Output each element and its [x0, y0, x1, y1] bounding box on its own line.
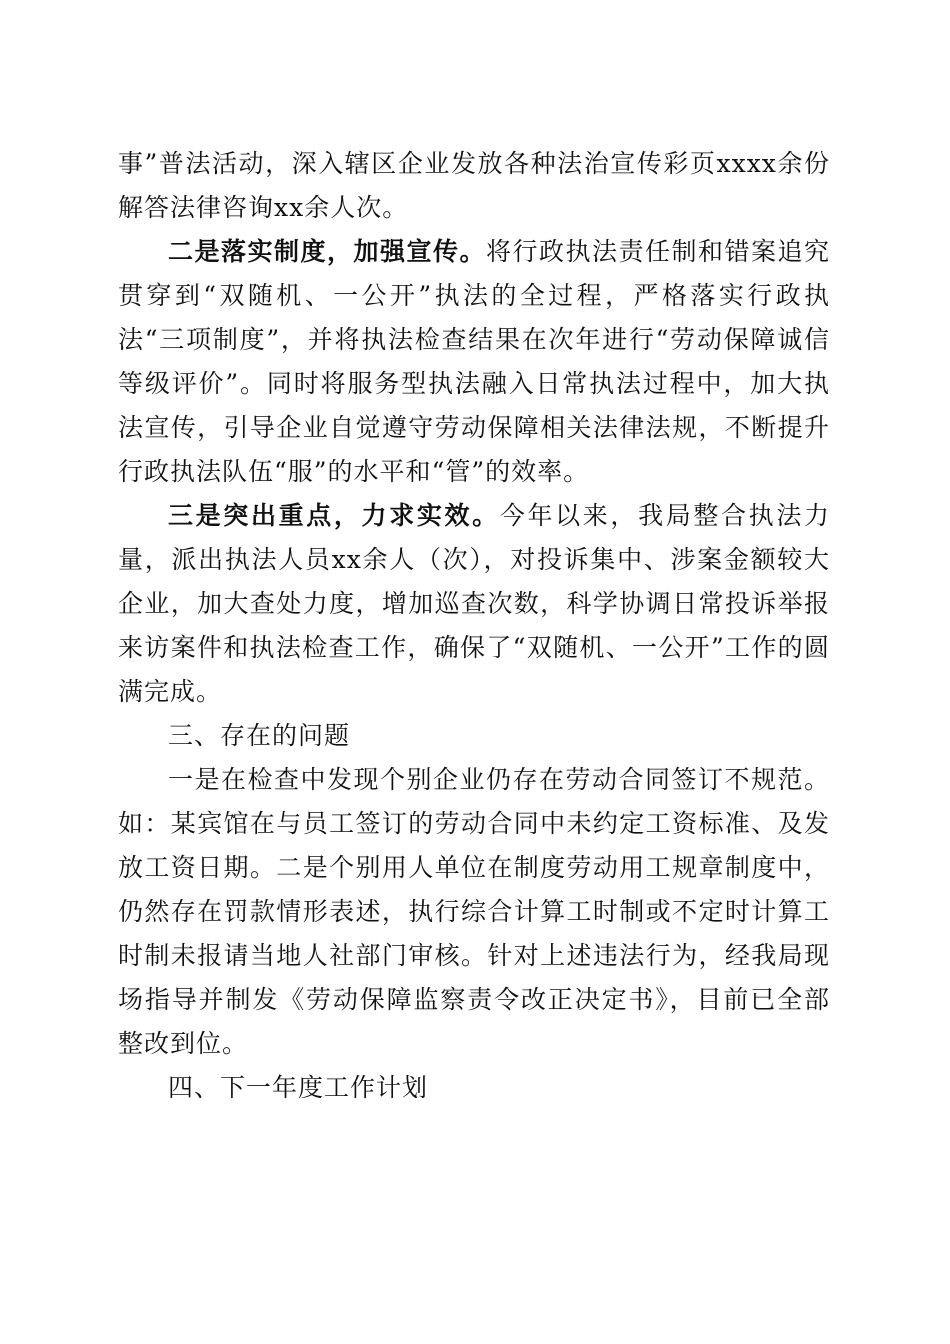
paragraph-4-text: 一是在检查中发现个别企业仍存在劳动合同签订不规范。如：某宾馆在与员工签订的劳动合同中未约定工资标准、及发放工资日期。二是个别用人单位在制度劳动用工规章制度中，仍然存在罚款情形表述，执行综合计算工时制或不定时计算工时制未报请当地人社部门审核。针对上述违法行为，经我局现场指导并制发《劳动保障监察责令改正决定书》，目前已全部整改到位。: [118, 765, 830, 1058]
paragraph-3-lead: 三是突出重点，力求实效。: [168, 501, 500, 530]
paragraph-2: [118, 230, 830, 494]
paragraph-3-text: 今年以来，我局整合执法力量，派出执法人员xx余人（次），对投诉集中、涉案金额较大企业，加大查处力度，增加巡查次数，科学协调日常投诉举报来访案件和执法检查工作，确保了“双随机、一公开”工作的圆满完成。: [118, 501, 830, 706]
paragraph-2-lead: 二是落实制度，加强宣传。: [168, 237, 486, 266]
document-page: [118, 142, 830, 1110]
paragraph-2-text: 将行政执法责任制和错案追究贯穿到“双随机、一公开”执法的全过程，严格落实行政执法“三项制度”，并将执法检查结果在次年进行“劳动保障诚信等级评价”。同时将服务型执法融入日常执法过程中，加大执法宣传，引导企业自觉遵守劳动保障相关法律法规，不断提升行政执法队伍“服”的水平和“管”的效率。: [118, 237, 830, 486]
section-heading-4: 四、下一年度工作计划: [168, 1073, 429, 1102]
paragraph-1: [118, 142, 830, 230]
section-heading-3: 三、存在的问题: [168, 721, 351, 750]
paragraph-3: [118, 494, 830, 714]
paragraph-1-text: 事”普法活动，深入辖区企业发放各种法治宣传彩页xxxx余份解答法律咨询xx余人次。: [118, 149, 830, 222]
paragraph-4: [118, 758, 830, 1066]
